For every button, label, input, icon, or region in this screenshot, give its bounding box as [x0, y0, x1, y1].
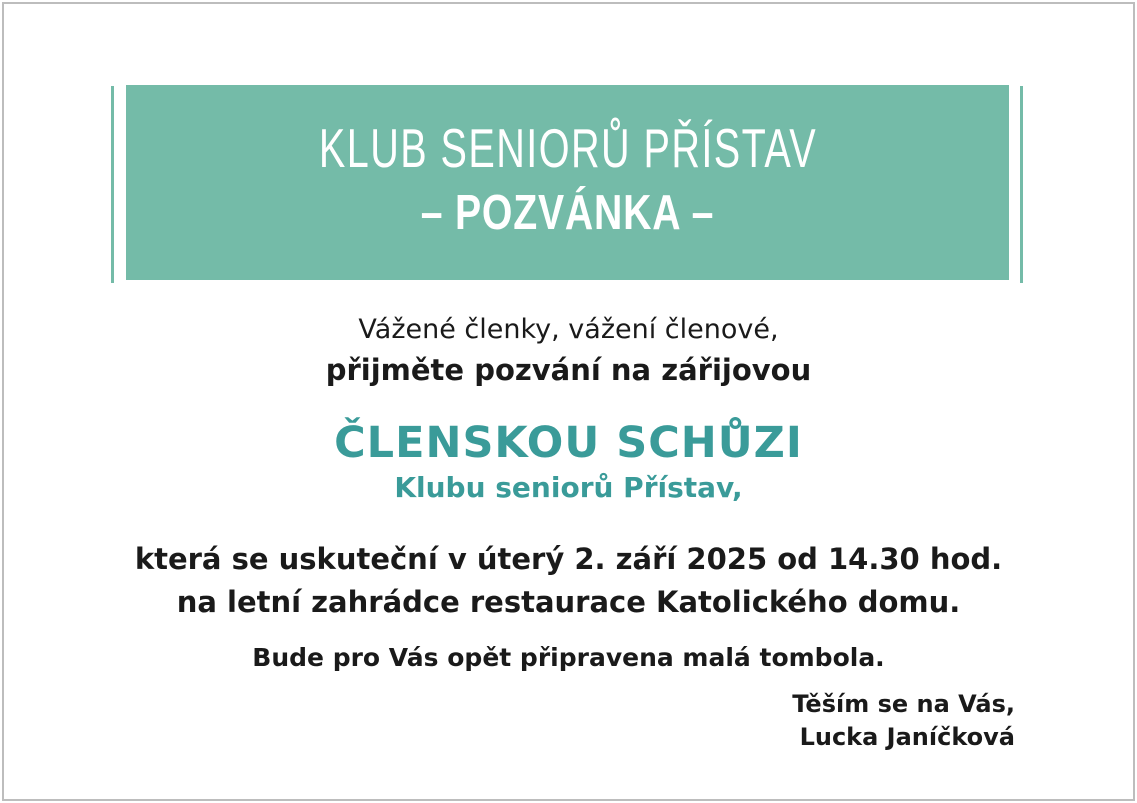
banner-title: KLUB SENIORŮ PŘÍSTAV: [318, 116, 817, 179]
banner-accent-bar-left: [111, 86, 114, 283]
greeting-line-2: přijměte pozvání na zářijovou: [325, 353, 812, 387]
signature-line-2: Lucka Janíčková: [799, 723, 1015, 751]
banner-accent-bar-right: [1020, 86, 1023, 283]
banner: [126, 85, 1009, 280]
event-date-line: která se uskuteční v úterý 2. září 2025 od 14.30 hod.: [134, 542, 1003, 576]
banner-subtitle: – POZVÁNKA –: [420, 185, 715, 240]
greeting-line-1: Vážené členky, vážení členové,: [358, 314, 779, 345]
signature-line-1: Těším se na Vás,: [792, 690, 1015, 718]
event-place-line: na letní zahrádce restaurace Katolického domu.: [176, 585, 961, 619]
event-subheading: Klubu seniorů Přístav,: [394, 471, 743, 504]
signature-block: [792, 688, 1015, 754]
tombola-note: Bude pro Vás opět připravena malá tombola.: [252, 643, 885, 672]
event-heading: ČLENSKOU SCHŮZI: [334, 418, 803, 468]
